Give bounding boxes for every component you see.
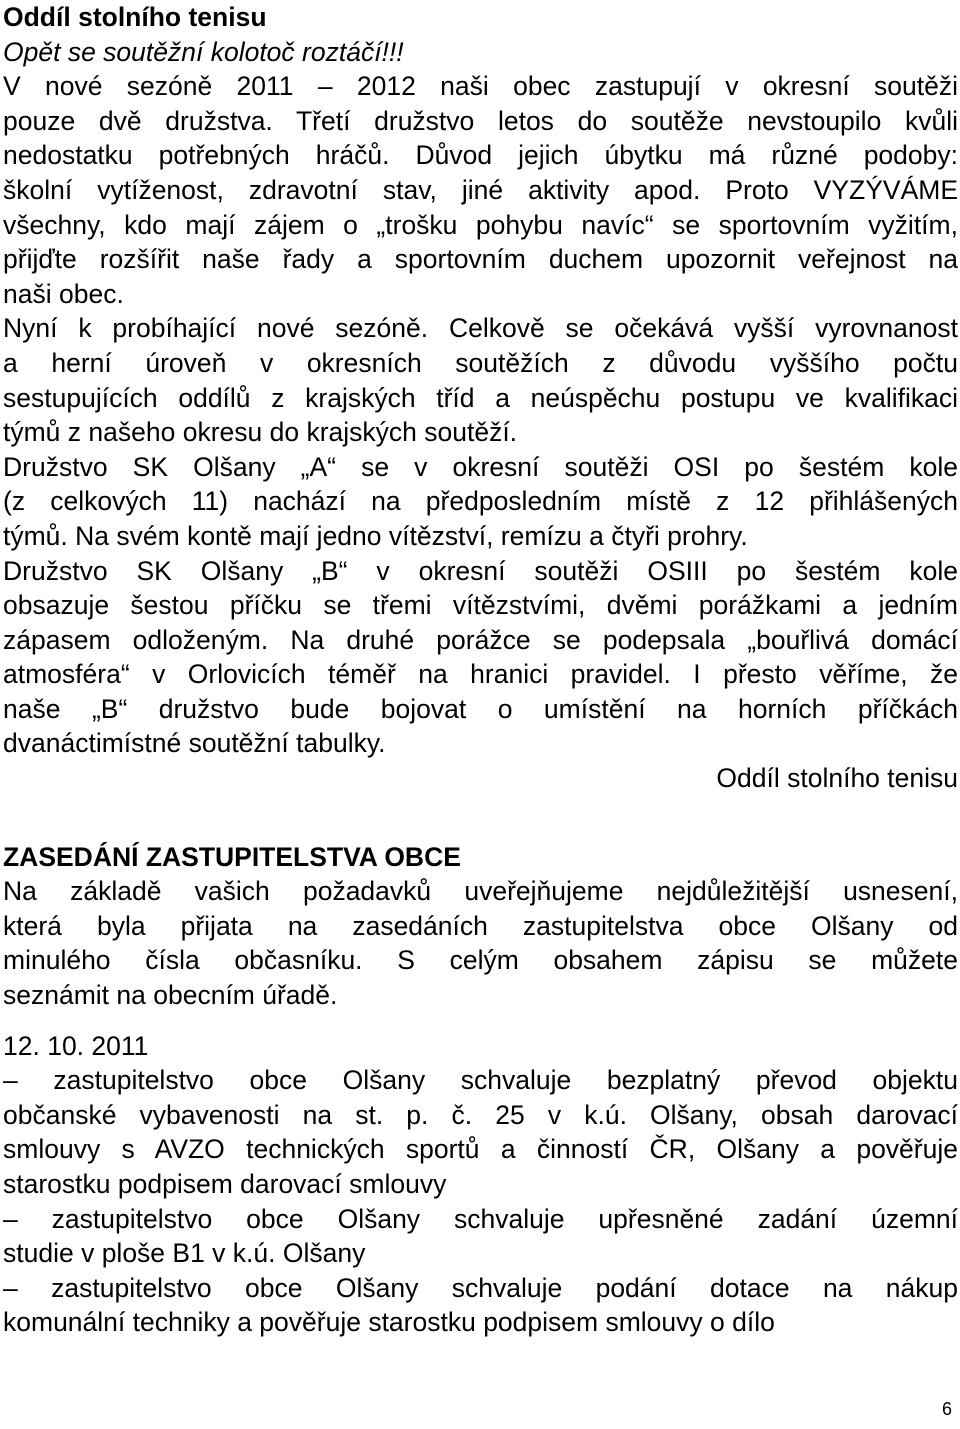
resolution-list [3, 1063, 958, 1340]
text-line: týmů. Na svém kontě mají jedno vítězství, remízu a čtyři prohry. [3, 520, 748, 551]
text-line: (z celkových 11) nachází na předposledním místě z 12 přihlášených [3, 486, 958, 517]
table-tennis-article [3, 69, 958, 761]
section-title-table-tennis: Oddíl stolního tenisu [3, 2, 267, 32]
resolution-line: – zastupitelstvo obce Olšany schvaluje bezplatný převod objektu [3, 1065, 958, 1096]
resolution-line: smlouvy s AVZO technických sportů a činností ČR, Olšany a pověřuje [3, 1134, 958, 1165]
text-line: školní vytíženost, zdravotní stav, jiné aktivity apod. Proto VYZÝVÁME [3, 174, 958, 205]
text-line: dvanáctimístné soutěžní tabulky. [3, 728, 386, 759]
page-number: 6 [941, 1399, 952, 1419]
text-line: zápasem odloženým. Na druhé porážce se podepsala „bouřlivá domácí [3, 624, 958, 655]
resolution-line: studie v ploše B1 v k.ú. Olšany [3, 1238, 366, 1269]
section-spacer [3, 796, 958, 840]
resolution-line: občanské vybavenosti na st. p. č. 25 v k.ú. Olšany, obsah darovací [3, 1099, 958, 1130]
text-line: Nyní k probíhající nové sezóně. Celkově se očekává vyšší vyrovnanost [3, 313, 958, 344]
resolution-line: starostku podpisem darovací smlouvy [3, 1169, 447, 1199]
text-line: Družstvo SK Olšany „B“ v okresní soutěži OSIII po šestém kole [3, 555, 958, 586]
text-line: atmosféra“ v Orlovicích téměř na hranici pravidel. I přesto věříme, že [3, 659, 958, 690]
resolution-line: – zastupitelstvo obce Olšany schvaluje podání dotace na nákup [3, 1272, 958, 1303]
text-line: sestupujících oddílů z krajských tříd a neúspěchu postupu ve kvalifikaci [3, 382, 958, 413]
resolution-line: – zastupitelstvo obce Olšany schvaluje upřesněné zadání územní [3, 1203, 958, 1234]
text-line: všechny, kdo mají zájem o „trošku pohybu navíc“ se sportovním vyžitím, [3, 209, 958, 240]
council-intro [3, 874, 958, 1012]
text-line: Na základě vašich požadavků uveřejňujeme nejdůležitější usnesení, [3, 876, 958, 907]
text-line: V nové sezóně 2011 – 2012 naši obec zastupují v okresní soutěži [3, 71, 958, 102]
text-line: obsazuje šestou příčku se třemi vítězstvími, dvěmi porážkami a jedním [3, 590, 958, 621]
text-line: a herní úroveň v okresních soutěžích z důvodu vyššího počtu [3, 347, 958, 378]
text-line: přijďte rozšířit naše řady a sportovním duchem upozornit veřejnost na [3, 244, 958, 275]
article-signature: Oddíl stolního tenisu [716, 763, 958, 794]
text-line: týmů z našeho okresu do krajských soutěží. [3, 417, 518, 448]
section-subtitle: Opět se soutěžní kolotoč roztáčí!!! [3, 36, 404, 67]
text-line: naše „B“ družstvo bude bojovat o umístění na horních příčkách [3, 693, 958, 724]
meeting-date: 12. 10. 2011 [3, 1030, 149, 1061]
resolution-line: komunální techniky a pověřuje starostku podpisem smlouvy o dílo [3, 1307, 775, 1338]
text-line: která byla přijata na zasedáních zastupitelstva obce Olšany od [3, 910, 958, 941]
paragraph-spacer [3, 1013, 958, 1029]
text-line: minulého čísla občasníku. S celým obsahem zápisu se můžete [3, 945, 958, 976]
text-line: seznámit na obecním úřadě. [3, 980, 338, 1011]
text-line: pouze dvě družstva. Třetí družstvo letos do soutěže nevstoupilo kvůli [3, 105, 958, 136]
section-title-council: ZASEDÁNÍ ZASTUPITELSTVA OBCE [3, 841, 461, 872]
document-page [3, 0, 958, 1340]
text-line: nedostatku potřebných hráčů. Důvod jejich úbytku má různé podoby: [3, 140, 958, 171]
text-line: naši obec. [3, 278, 124, 309]
text-line: Družstvo SK Olšany „A“ se v okresní soutěži OSI po šestém kole [3, 451, 958, 482]
